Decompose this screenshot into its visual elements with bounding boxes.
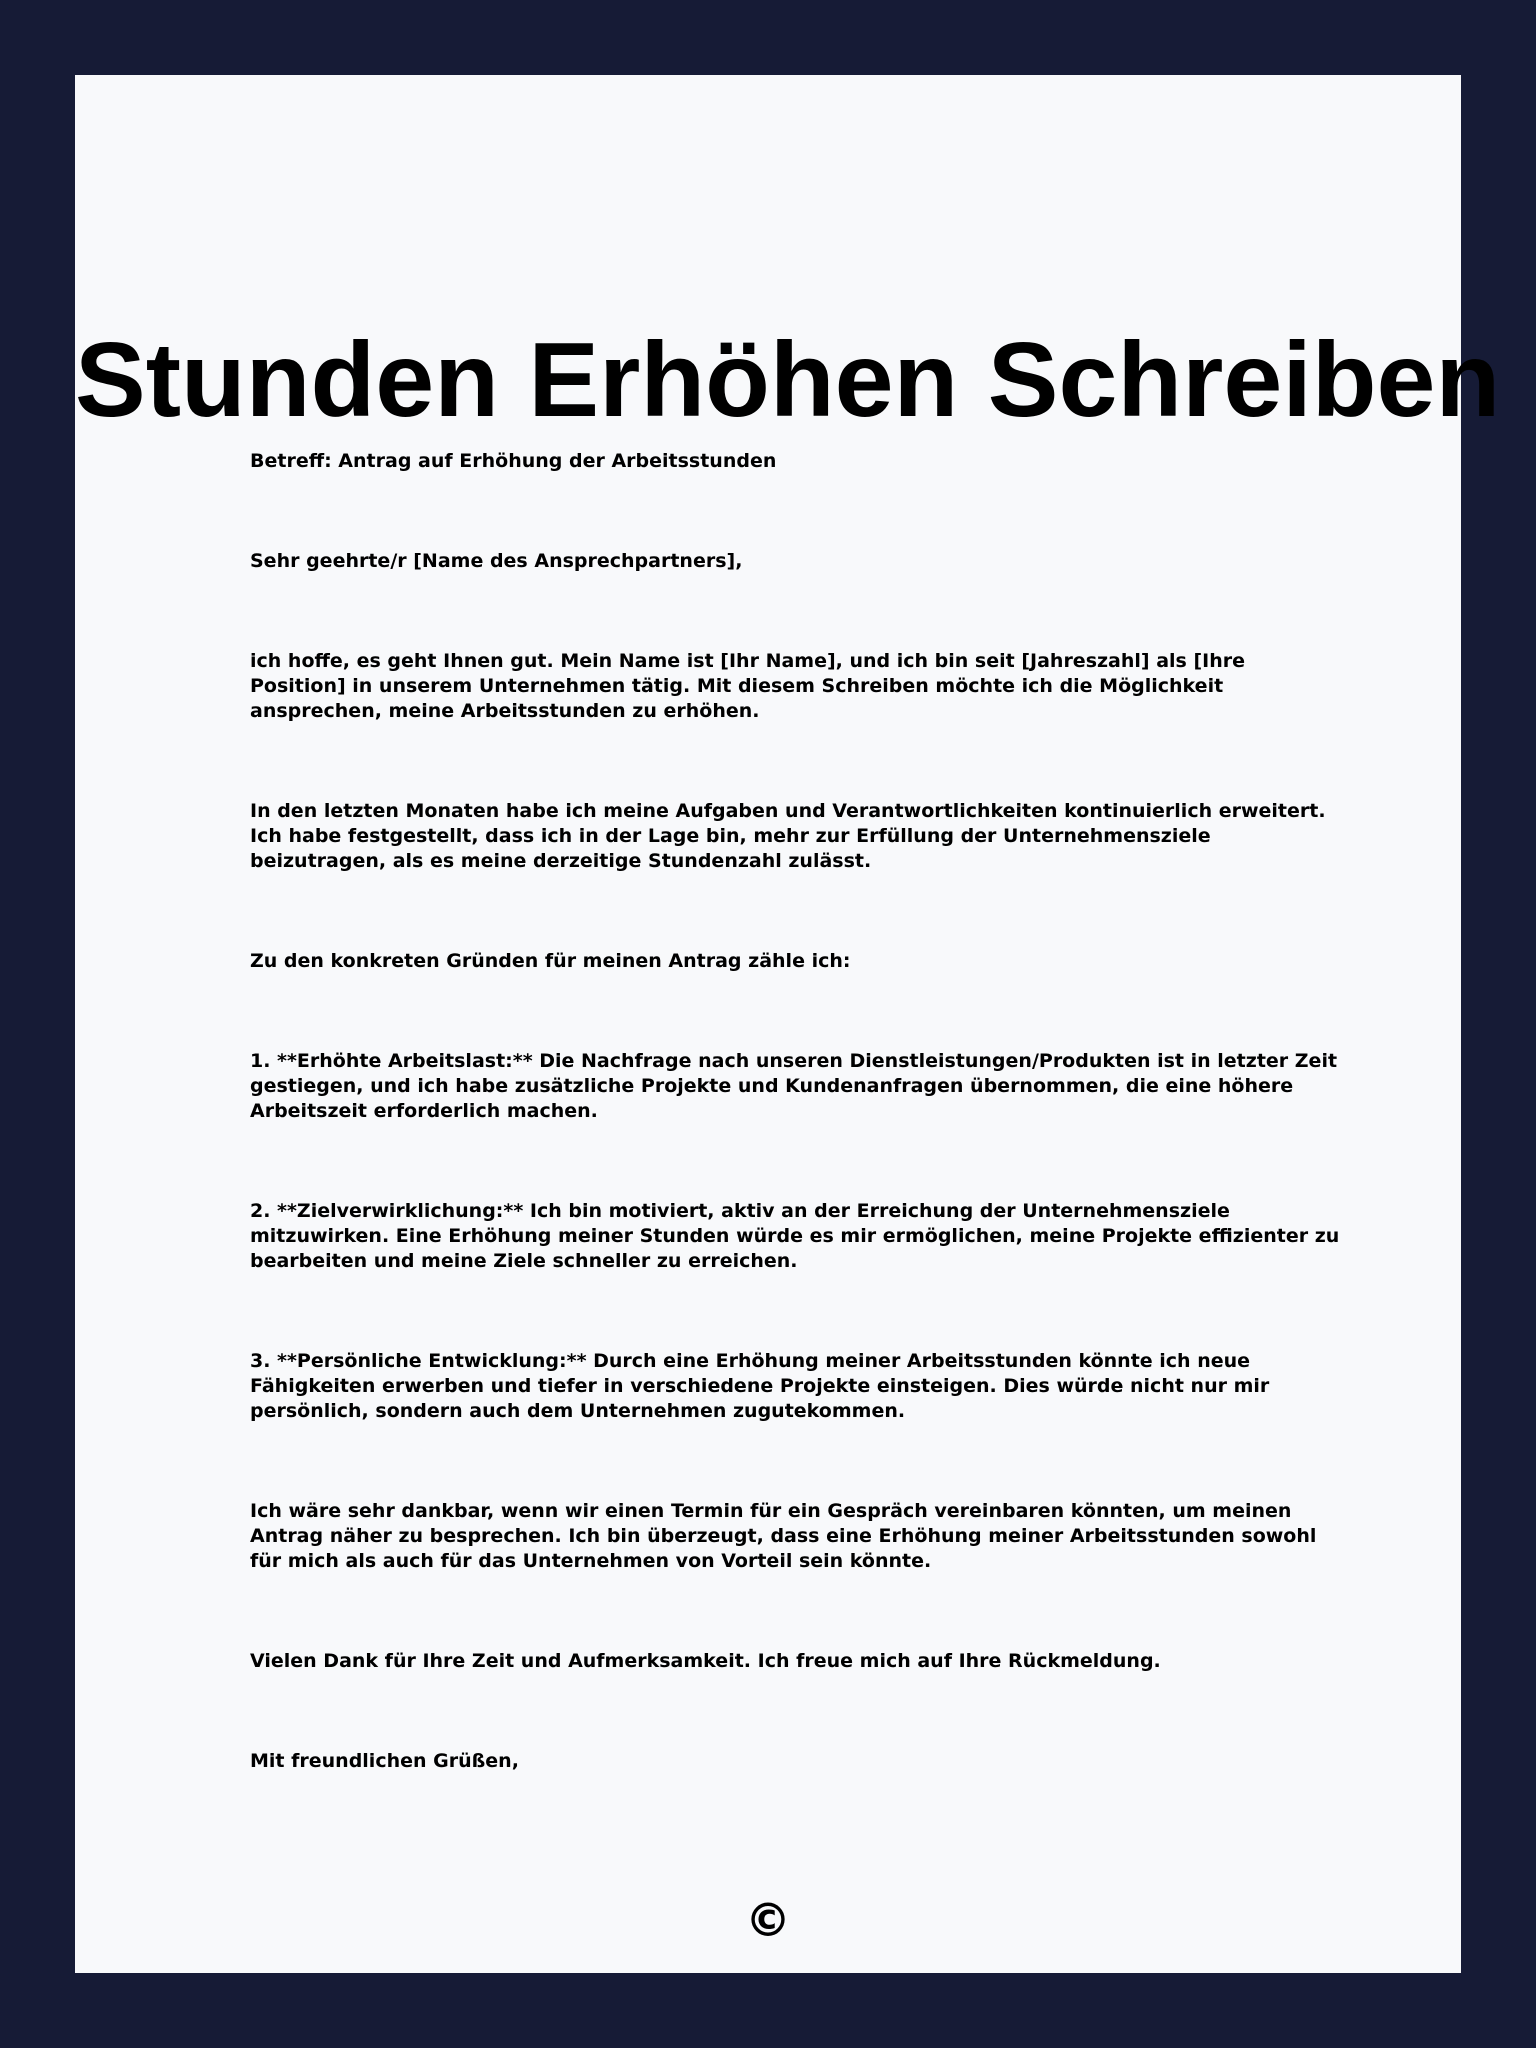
letter-closing: Mit freundlichen Grüßen, [250,1750,519,1772]
letter-thanks-paragraph: Vielen Dank für Ihre Zeit und Aufmerksamkeit. Ich freue mich auf Ihre Rückmeldung. [250,1650,1161,1672]
letter-reasons-intro: Zu den konkreten Gründen für meinen Antrag zähle ich: [250,950,851,972]
copyright-icon: © [745,1893,791,1947]
document-page [75,75,1501,1973]
letter-context-paragraph: In den letzten Monaten habe ich meine Aufgaben und Verantwortlichkeiten kontinuierlich erweitert. Ich habe festgestellt, dass ich in der Lage bin, mehr zur Erfüllung der Unternehmensziele beizutragen, als es meine derzeitige Stundenzahl zulässt. [250,800,1326,872]
letter-reason-2: 2. **Zielverwirklichung:** Ich bin motiviert, aktiv an der Erreichung der Unternehmensziele mitzuwirken. Eine Erhöhung meiner Stunden würde es mir ermöglichen, meine Projekte effizienter zu bearbeiten und meine Ziele schneller zu erreichen. [250,1200,1340,1272]
document-title: Stunden Erhöhen Schreiben [75,321,1501,439]
letter-salutation: Sehr geehrte/r [Name des Ansprechpartners], [250,550,743,572]
letter-subject: Betreff: Antrag auf Erhöhung der Arbeitsstunden [250,450,777,472]
letter-body [250,449,1340,1849]
letter-intro-paragraph: ich hoffe, es geht Ihnen gut. Mein Name ist [Ihr Name], und ich bin seit [Jahreszahl] als [Ihre Position] in unserem Unternehmen tätig. Mit diesem Schreiben möchte ich die Möglichkeit ansprechen, meine Arbeitsstunden zu erhöhen. [250,650,1246,722]
letter-reason-3: 3. **Persönliche Entwicklung:** Durch eine Erhöhung meiner Arbeitsstunden könnte ich neue Fähigkeiten erwerben und tiefer in verschiedene Projekte einsteigen. Dies würde nicht nur mir persönlich, sondern auch dem Unternehmen zugutekommen. [250,1350,1270,1422]
letter-reason-1: 1. **Erhöhte Arbeitslast:** Die Nachfrage nach unseren Dienstleistungen/Produkten ist in letzter Zeit gestiegen, und ich habe zusätzliche Projekte und Kundenanfragen übernommen, die eine höhere Arbeitszeit erforderlich machen. [250,1050,1338,1122]
letter-request-paragraph: Ich wäre sehr dankbar, wenn wir einen Termin für ein Gespräch vereinbaren könnten, um meinen Antrag näher zu besprechen. Ich bin überzeugt, dass eine Erhöhung meiner Arbeitsstunden sowohl für mich als auch für das Unternehmen von Vorteil sein könnte. [250,1500,1317,1572]
